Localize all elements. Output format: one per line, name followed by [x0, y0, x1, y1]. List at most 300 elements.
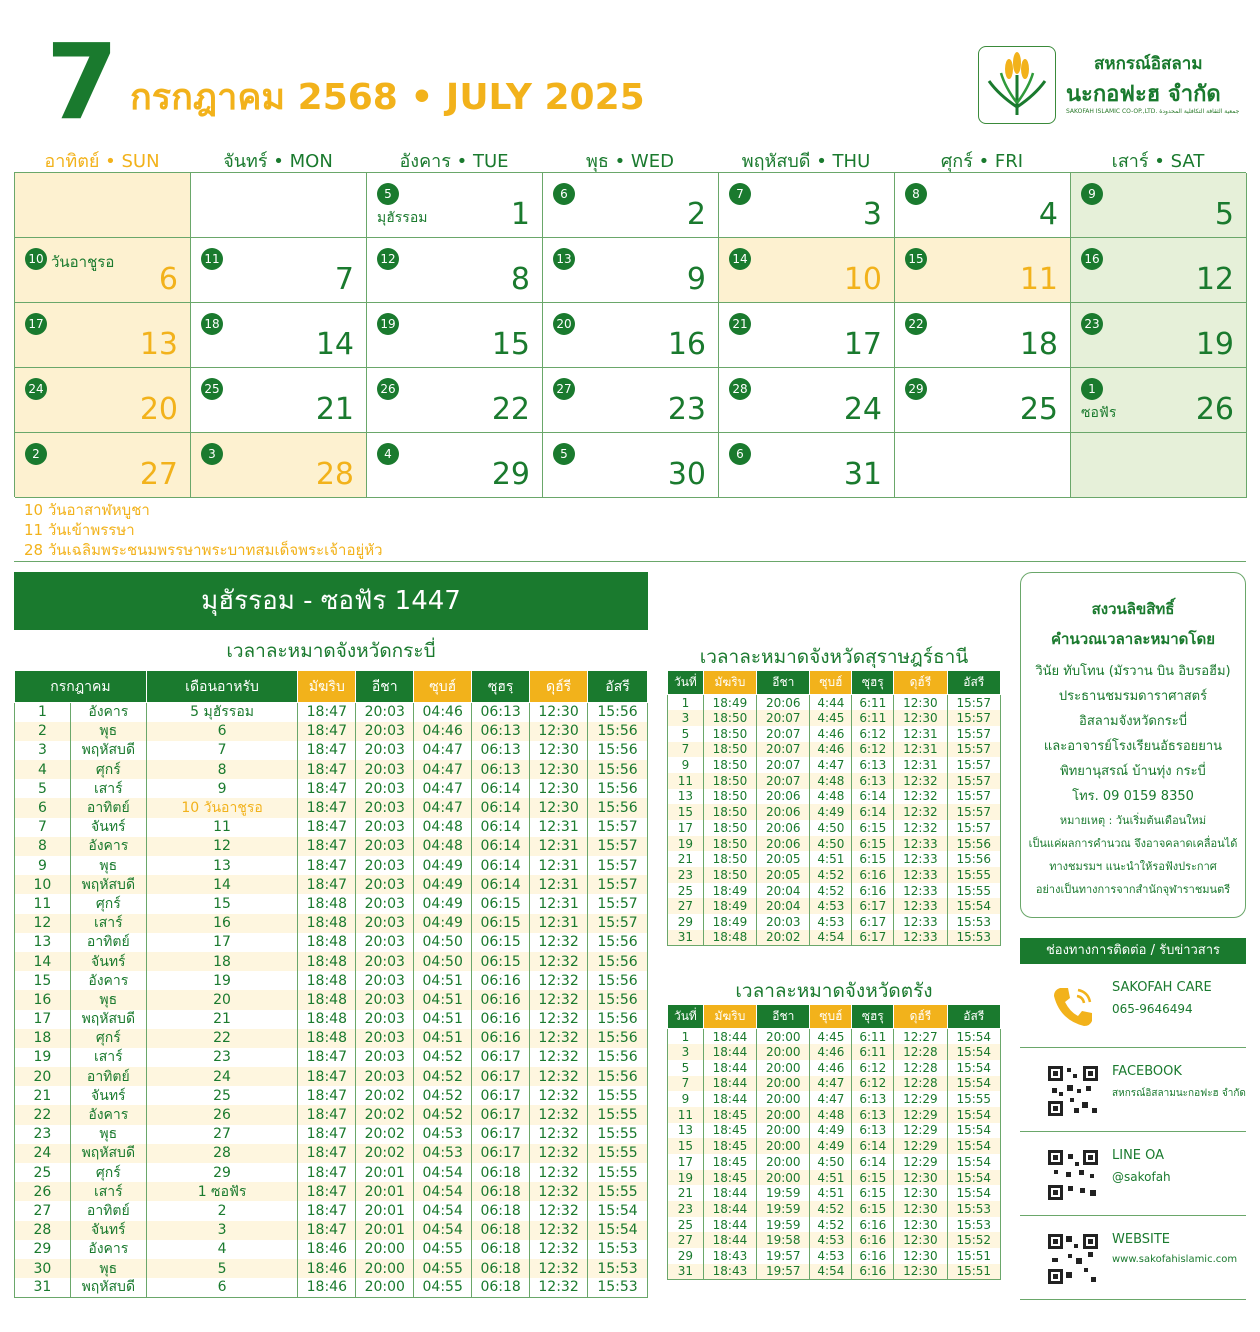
- table-row: [15, 837, 648, 856]
- table-row: [668, 1060, 1001, 1076]
- divider: [14, 561, 1246, 562]
- table-cell: 19:58: [757, 1232, 810, 1248]
- table-cell: 11: [668, 773, 704, 789]
- table-row: [15, 914, 648, 933]
- table-cell: 10 วันอาชูรอ: [146, 798, 298, 817]
- contact-website[interactable]: [1020, 1218, 1246, 1300]
- table-cell: 18:44: [703, 1060, 756, 1076]
- table-cell: 7: [668, 742, 704, 758]
- table-cell: 18:45: [703, 1154, 756, 1170]
- table-cell: 20:07: [757, 773, 810, 789]
- table-cell: 12: [146, 837, 298, 856]
- table-cell: 12:32: [894, 820, 947, 836]
- table-cell: 14: [146, 875, 298, 894]
- table-cell: 15:57: [947, 710, 1000, 726]
- table-cell: 18:48: [298, 1010, 356, 1029]
- table-cell: 20:03: [356, 722, 414, 741]
- table-cell: อังคาร: [70, 703, 146, 722]
- hijri-day-badge: 11: [201, 248, 223, 270]
- credits-line: โทร. 09 0159 8350: [1072, 789, 1194, 804]
- calendar-day-cell: [15, 173, 191, 238]
- table-cell: 12:31: [530, 894, 588, 913]
- table-cell: 29: [668, 914, 704, 930]
- calendar-day-cell: [719, 368, 895, 433]
- table-cell: 04:50: [414, 952, 472, 971]
- org-name-line-2: นะกอฟะฮ จำกัด: [1066, 82, 1221, 107]
- table-cell: 4:53: [810, 1248, 852, 1264]
- table-cell: 18:47: [298, 760, 356, 779]
- table-row: [668, 695, 1001, 711]
- table-cell: 20:00: [757, 1138, 810, 1154]
- table-cell: 12:32: [530, 1221, 588, 1240]
- credits-box: [1020, 572, 1246, 918]
- hijri-day-badge: 26: [377, 378, 399, 400]
- table-cell: 6: [146, 722, 298, 741]
- table-cell: 12:30: [894, 695, 947, 711]
- table-cell: 20:03: [356, 1067, 414, 1086]
- org-name-line-1: สหกรณ์อิสลาม: [1094, 54, 1203, 74]
- table-cell: 20:00: [757, 1076, 810, 1092]
- table-cell: 20:03: [356, 837, 414, 856]
- table-cell: 06:16: [472, 1010, 530, 1029]
- table-cell: 30: [15, 1259, 71, 1278]
- table-cell: 6:15: [852, 820, 894, 836]
- table-cell: 20:03: [356, 1010, 414, 1029]
- table-cell: 1: [668, 695, 704, 711]
- table-cell: 18:48: [298, 1029, 356, 1048]
- table-cell: 04:47: [414, 741, 472, 760]
- table-row: [15, 722, 648, 741]
- table-cell: 31: [668, 1264, 704, 1280]
- table-cell: 18:50: [703, 851, 756, 867]
- table-cell: 15:56: [588, 1010, 648, 1029]
- table-cell: 15:51: [947, 1264, 1000, 1280]
- calendar-day-cell: [15, 433, 191, 498]
- table-cell: 12:32: [530, 1144, 588, 1163]
- table-row: [668, 914, 1001, 930]
- table-cell: 15:54: [947, 1154, 1000, 1170]
- table-cell: 18:45: [703, 1170, 756, 1186]
- table-cell: 13: [146, 856, 298, 875]
- table-cell: 4:48: [810, 1107, 852, 1123]
- table-cell: 24: [146, 1067, 298, 1086]
- table-cell: 4:47: [810, 1091, 852, 1107]
- calendar-day-cell: [1071, 238, 1247, 303]
- table-cell: 4:47: [810, 757, 852, 773]
- table-row: [15, 1144, 648, 1163]
- table-row: [668, 757, 1001, 773]
- table-cell: 18:49: [703, 883, 756, 899]
- hijri-day-badge: 7: [729, 183, 751, 205]
- table-cell: 20:00: [757, 1091, 810, 1107]
- table-cell: 12:30: [530, 760, 588, 779]
- contact-title: LINE OA: [1112, 1148, 1165, 1163]
- table-row: [668, 1170, 1001, 1186]
- table-cell: พุธ: [70, 722, 146, 741]
- table-cell: 4: [146, 1240, 298, 1259]
- table-cell: 18:47: [298, 856, 356, 875]
- table-cell: 13: [668, 1123, 704, 1139]
- table-cell: 20:00: [356, 1259, 414, 1278]
- table-cell: 12:32: [530, 1278, 588, 1297]
- table-cell: 6:14: [852, 1138, 894, 1154]
- table-cell: 6:13: [852, 1091, 894, 1107]
- table-cell: 12:33: [894, 930, 947, 946]
- table-cell: 1: [668, 1029, 704, 1045]
- credits-line: ประธานชมรมดาราศาสตร์: [1058, 689, 1208, 704]
- contact-line-id: @sakofah: [1112, 1170, 1171, 1184]
- hijri-day-badge: 18: [201, 313, 223, 335]
- table-cell: 18:44: [703, 1185, 756, 1201]
- table-cell: 15:56: [588, 1048, 648, 1067]
- col-header-asr: อัสรี: [947, 671, 1000, 695]
- hijri-day-badge: 19: [377, 313, 399, 335]
- org-name-english: SAKOFAH ISLAMIC CO-OP.,LTD. جمعية الثقافة التكافلية المحدودة: [1066, 108, 1240, 115]
- table-cell: 20:03: [356, 779, 414, 798]
- table-cell: 4:51: [810, 1170, 852, 1186]
- table-cell: 20:05: [757, 867, 810, 883]
- gregorian-day-number: 7: [334, 262, 354, 297]
- table-cell: 6:11: [852, 1044, 894, 1060]
- table-cell: 7: [668, 1076, 704, 1092]
- table-cell: 04:53: [414, 1144, 472, 1163]
- table-cell: 20:01: [356, 1221, 414, 1240]
- col-header-asr: อัสรี: [588, 671, 648, 703]
- table-cell: 15:57: [947, 804, 1000, 820]
- table-row: [668, 710, 1001, 726]
- table-cell: 18:49: [703, 914, 756, 930]
- hijri-day-badge: 4: [377, 443, 399, 465]
- table-cell: 20:02: [356, 1086, 414, 1105]
- table-cell: 06:15: [472, 914, 530, 933]
- table-cell: 6:11: [852, 695, 894, 711]
- table-cell: 12:30: [894, 1185, 947, 1201]
- calendar-day-cell: [1071, 303, 1247, 368]
- table-cell: 6:12: [852, 1060, 894, 1076]
- table-cell: 18:44: [703, 1076, 756, 1092]
- table-cell: 12:30: [894, 1201, 947, 1217]
- table-cell: 24: [15, 1144, 71, 1163]
- weekday-sun: อาทิตย์ • SUN: [44, 151, 160, 172]
- col-header-sunrise: ซุฮรุ: [852, 671, 894, 695]
- table-cell: 6:14: [852, 804, 894, 820]
- table-cell: 4:50: [810, 836, 852, 852]
- table-row: [668, 1248, 1001, 1264]
- hijri-day-badge: 5: [377, 183, 399, 205]
- table-cell: 12:30: [894, 710, 947, 726]
- contact-phone-number: 065-9646494: [1112, 1002, 1193, 1016]
- table-cell: พุธ: [70, 856, 146, 875]
- table-row: [15, 1067, 648, 1086]
- table-row: [668, 1232, 1001, 1248]
- table-row: [668, 773, 1001, 789]
- weekday-tue: อังคาร • TUE: [399, 151, 509, 172]
- table-row: [15, 933, 648, 952]
- table-cell: 5: [668, 1060, 704, 1076]
- table-cell: 20:03: [356, 703, 414, 722]
- table-cell: 18:45: [703, 1123, 756, 1139]
- table-cell: 15:56: [588, 990, 648, 1009]
- table-cell: 6:13: [852, 1123, 894, 1139]
- table-cell: 06:14: [472, 837, 530, 856]
- table-cell: 15:54: [588, 1201, 648, 1220]
- table-cell: 18: [15, 1029, 71, 1048]
- table-cell: 23: [146, 1048, 298, 1067]
- table-cell: 06:16: [472, 990, 530, 1009]
- table-cell: 6:17: [852, 914, 894, 930]
- table-cell: 04:51: [414, 1029, 472, 1048]
- table-cell: 6:13: [852, 757, 894, 773]
- table-row: [15, 894, 648, 913]
- table-cell: 4:45: [810, 1029, 852, 1045]
- table-cell: 9: [146, 779, 298, 798]
- table-cell: 19:59: [757, 1185, 810, 1201]
- table-cell: 15:54: [947, 1123, 1000, 1139]
- table-cell: 15:51: [947, 1248, 1000, 1264]
- table-cell: 5: [15, 779, 71, 798]
- gregorian-day-number: 21: [315, 392, 354, 427]
- table-cell: 15:53: [588, 1278, 648, 1297]
- table-cell: 15:53: [947, 1201, 1000, 1217]
- table-cell: 4:45: [810, 710, 852, 726]
- table-cell: 04:54: [414, 1201, 472, 1220]
- contact-line[interactable]: [1020, 1134, 1246, 1216]
- hijri-day-badge: 6: [729, 443, 751, 465]
- table-cell: 18:47: [298, 837, 356, 856]
- table-row: [15, 1240, 648, 1259]
- calendar-day-cell: [15, 238, 191, 303]
- table-cell: 31: [15, 1278, 71, 1297]
- table-row: [15, 1182, 648, 1201]
- table-cell: 4:54: [810, 930, 852, 946]
- table-cell: 12:28: [894, 1076, 947, 1092]
- col-header-date: วันที่: [668, 671, 704, 695]
- table-cell: 20:07: [757, 757, 810, 773]
- table-cell: 6:15: [852, 1170, 894, 1186]
- table-cell: 6:12: [852, 726, 894, 742]
- table-cell: พฤหัสบดี: [70, 1144, 146, 1163]
- table-cell: 20:01: [356, 1163, 414, 1182]
- table-cell: 15:57: [947, 695, 1000, 711]
- table-cell: 6: [15, 798, 71, 817]
- contact-phone[interactable]: [1020, 966, 1246, 1048]
- table-cell: 2: [146, 1201, 298, 1220]
- table-cell: จันทร์: [70, 818, 146, 837]
- table-row: [15, 1086, 648, 1105]
- table-cell: 18:43: [703, 1248, 756, 1264]
- table-row: [15, 875, 648, 894]
- table-cell: 04:47: [414, 760, 472, 779]
- table-cell: 27: [15, 1201, 71, 1220]
- table-cell: 15:54: [947, 1076, 1000, 1092]
- calendar-day-cell: [543, 368, 719, 433]
- hijri-day-badge: 8: [905, 183, 927, 205]
- table-cell: 15:57: [947, 757, 1000, 773]
- table-cell: 5: [668, 726, 704, 742]
- hijri-day-badge: 10: [25, 248, 47, 270]
- table-row: [668, 1201, 1001, 1217]
- table-cell: 12:32: [530, 1201, 588, 1220]
- table-cell: 18:47: [298, 1125, 356, 1144]
- hijri-day-badge: 29: [905, 378, 927, 400]
- table-cell: 04:51: [414, 971, 472, 990]
- table-cell: 15:57: [947, 742, 1000, 758]
- table-cell: 12:32: [894, 804, 947, 820]
- table-cell: ศุกร์: [70, 1029, 146, 1048]
- table-row: [668, 1076, 1001, 1092]
- table-cell: 6:16: [852, 1217, 894, 1233]
- table-cell: 15:56: [588, 741, 648, 760]
- hijri-day-badge: 2: [25, 443, 47, 465]
- table-cell: 11: [146, 818, 298, 837]
- table-cell: 20: [146, 990, 298, 1009]
- table-cell: 9: [668, 1091, 704, 1107]
- table-cell: 06:18: [472, 1240, 530, 1259]
- gregorian-day-number: 9: [686, 262, 706, 297]
- table-row: [15, 856, 648, 875]
- table-cell: 20:00: [757, 1107, 810, 1123]
- table-cell: 12:32: [530, 1029, 588, 1048]
- table-cell: 12:28: [894, 1060, 947, 1076]
- col-header-dhuhr: ดุฮ์รี: [894, 671, 947, 695]
- gregorian-day-number: 10: [843, 262, 882, 297]
- gregorian-day-number: 24: [843, 392, 882, 427]
- calendar-day-cell: [191, 173, 367, 238]
- table-cell: 06:13: [472, 760, 530, 779]
- table-cell: 27: [668, 898, 704, 914]
- table-cell: 12:30: [894, 1217, 947, 1233]
- table-cell: 6:13: [852, 773, 894, 789]
- col-header-maghrib: มัฆริบ: [703, 1005, 756, 1029]
- table-cell: 15:57: [947, 726, 1000, 742]
- table-cell: อังคาร: [70, 837, 146, 856]
- table-cell: พฤหัสบดี: [70, 1278, 146, 1297]
- contact-website-url: www.sakofahislamic.com: [1112, 1254, 1238, 1265]
- table-cell: 12:31: [530, 856, 588, 875]
- table-cell: 18:48: [298, 952, 356, 971]
- table-cell: 20:02: [356, 1144, 414, 1163]
- table-cell: 5: [146, 1259, 298, 1278]
- table-cell: 4: [15, 760, 71, 779]
- table-cell: 18:47: [298, 1221, 356, 1240]
- credits-note: ทางชมรมฯ แนะนำให้รอฟังประกาศ: [1049, 860, 1217, 873]
- calendar-day-cell: [367, 368, 543, 433]
- table-cell: 12:29: [894, 1123, 947, 1139]
- table-cell: 4:46: [810, 1044, 852, 1060]
- calendar-day-cell: [719, 303, 895, 368]
- phone-icon: [1046, 980, 1100, 1034]
- table-cell: 06:13: [472, 741, 530, 760]
- hijri-day-badge: 9: [1081, 183, 1103, 205]
- table-cell: 12:32: [530, 1259, 588, 1278]
- table-cell: 18:50: [703, 773, 756, 789]
- table-row: [15, 1010, 648, 1029]
- table-cell: 15: [668, 1138, 704, 1154]
- table-cell: 06:16: [472, 1029, 530, 1048]
- calendar-day-cell: [15, 368, 191, 433]
- table-cell: 15:53: [588, 1259, 648, 1278]
- hijri-day-badge: 22: [905, 313, 927, 335]
- holiday-item: 11 วันเข้าพรรษา: [24, 521, 135, 539]
- calendar-day-cell: [15, 303, 191, 368]
- table-cell: 04:47: [414, 779, 472, 798]
- table-cell: 12:30: [530, 779, 588, 798]
- table-cell: 8: [146, 760, 298, 779]
- table-cell: 20:01: [356, 1201, 414, 1220]
- table-cell: 04:49: [414, 856, 472, 875]
- table-cell: 12:29: [894, 1107, 947, 1123]
- table-cell: 15: [668, 804, 704, 820]
- contact-facebook[interactable]: [1020, 1050, 1246, 1132]
- weekday-fri: ศุกร์ • FRI: [940, 151, 1024, 172]
- calendar-day-cell: [895, 173, 1071, 238]
- table-row: [668, 898, 1001, 914]
- table-cell: 12:33: [894, 836, 947, 852]
- table-cell: 12:32: [530, 1010, 588, 1029]
- table-cell: 04:54: [414, 1163, 472, 1182]
- table-cell: 06:14: [472, 779, 530, 798]
- calendar-day-cell: [1071, 368, 1247, 433]
- table-cell: 4:53: [810, 898, 852, 914]
- table-cell: 18:47: [298, 1067, 356, 1086]
- table-row: [668, 1029, 1001, 1045]
- table-row: [15, 952, 648, 971]
- table-cell: 18:49: [703, 695, 756, 711]
- table-cell: 04:55: [414, 1278, 472, 1297]
- hijri-title-bar: มุฮัรรอม - ซอฟัร 1447: [14, 572, 648, 630]
- col-header-dhuhr: ดุฮ์รี: [894, 1005, 947, 1029]
- table-cell: อังคาร: [70, 1240, 146, 1259]
- col-header-isha: อีชา: [356, 671, 414, 703]
- table-cell: 4:48: [810, 789, 852, 805]
- hijri-day-badge: 20: [553, 313, 575, 335]
- table-cell: 06:14: [472, 856, 530, 875]
- calendar-day-cell: [543, 303, 719, 368]
- table-cell: 18:50: [703, 710, 756, 726]
- table-cell: 4:52: [810, 883, 852, 899]
- table-cell: 4:49: [810, 1123, 852, 1139]
- table-row: [668, 930, 1001, 946]
- table-cell: 15:57: [588, 818, 648, 837]
- table-cell: 06:17: [472, 1067, 530, 1086]
- col-header-month: กรกฎาคม: [15, 671, 147, 703]
- table-cell: 15:54: [588, 1221, 648, 1240]
- table-cell: 06:16: [472, 971, 530, 990]
- table-cell: 20:00: [757, 1060, 810, 1076]
- calendar-grid: [14, 172, 1246, 497]
- table-cell: 18:50: [703, 726, 756, 742]
- table-cell: 20:03: [356, 760, 414, 779]
- table-cell: 6:15: [852, 1201, 894, 1217]
- table-cell: 27: [146, 1125, 298, 1144]
- table-cell: 4:47: [810, 1076, 852, 1092]
- table-cell: 18:47: [298, 1182, 356, 1201]
- table-cell: 15:56: [947, 851, 1000, 867]
- table-cell: 20:03: [356, 971, 414, 990]
- table-cell: 18:47: [298, 798, 356, 817]
- table-cell: 26: [15, 1182, 71, 1201]
- trang-table-title: เวลาละหมาดจังหวัดตรัง: [735, 980, 933, 1002]
- col-header-sunrise: ซุฮรุ: [852, 1005, 894, 1029]
- calendar-day-cell: [191, 238, 367, 303]
- table-cell: 12:27: [894, 1029, 947, 1045]
- credits-heading: สงวนลิขสิทธิ์: [1091, 600, 1175, 618]
- table-cell: พุธ: [70, 1259, 146, 1278]
- credits-lines: [1021, 659, 1245, 809]
- table-cell: 18:46: [298, 1240, 356, 1259]
- credits-line: และอาจารย์โรงเรียนอัธรอยยาน: [1043, 739, 1223, 754]
- gregorian-day-number: 2: [686, 197, 706, 232]
